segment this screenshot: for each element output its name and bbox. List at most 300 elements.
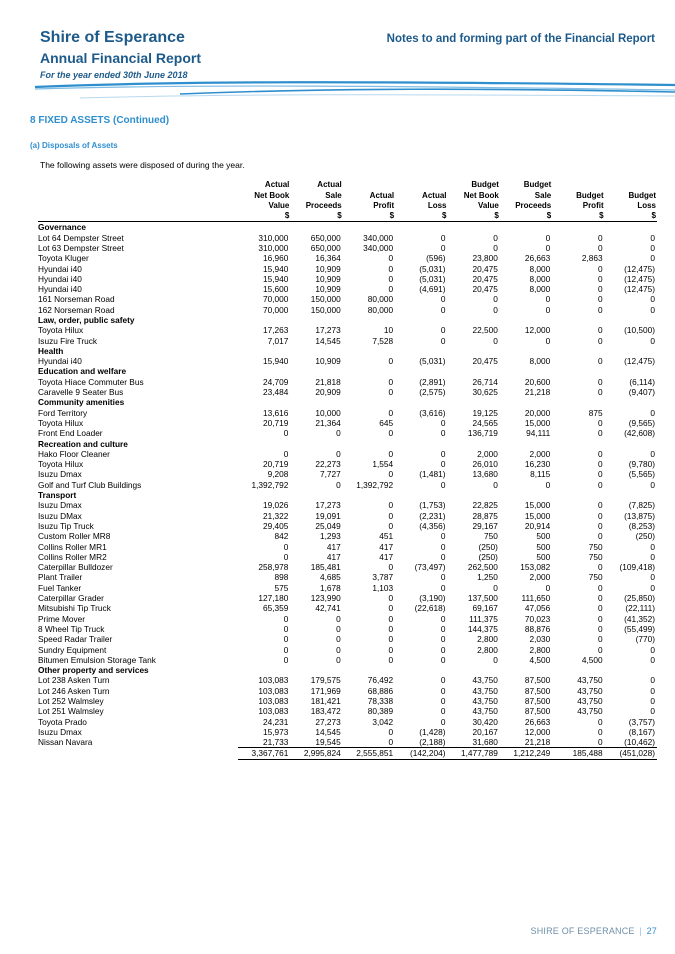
value-cell: 21,733 xyxy=(262,737,289,748)
value-cell: 2,000 xyxy=(529,572,551,583)
value-cell: (22,618) xyxy=(414,603,446,614)
value-cell: 150,000 xyxy=(310,304,341,315)
table-row xyxy=(38,335,657,345)
value-cell: 94,111 xyxy=(526,428,551,439)
value-cell: 0 xyxy=(545,232,551,243)
footer-separator: | xyxy=(639,926,642,936)
asset-name: Lot 63 Dempster Street xyxy=(38,242,124,253)
value-cell: 10 xyxy=(383,325,394,336)
table-row xyxy=(38,418,657,428)
column-header-cell xyxy=(38,201,238,211)
asset-name: Fuel Tanker xyxy=(38,582,82,593)
value-cell: 70,000 xyxy=(262,294,289,305)
value-cell: 0 xyxy=(336,428,341,439)
asset-name: 161 Norseman Road xyxy=(38,294,115,305)
value-cell: 21,218 xyxy=(524,387,551,398)
value-cell: 30,625 xyxy=(472,387,498,398)
value-cell: 0 xyxy=(440,613,446,624)
value-cell: 87,500 xyxy=(524,706,551,717)
asset-name: Prime Mover xyxy=(38,613,86,624)
asset-name: Hako Floor Cleaner xyxy=(38,448,110,459)
value-cell: 16,364 xyxy=(315,253,341,264)
value-cell: (8,253) xyxy=(628,520,655,531)
asset-name: Isuzu Fire Truck xyxy=(38,335,98,346)
value-cell: 22,500 xyxy=(472,325,498,336)
value-cell: 26,663 xyxy=(524,716,551,727)
value-cell: 2,995,824 xyxy=(290,748,342,759)
value-cell: 15,000 xyxy=(524,417,551,428)
value-cell: 0 xyxy=(388,500,394,511)
category-label: Governance xyxy=(38,222,86,233)
value-cell: 0 xyxy=(545,335,551,346)
value-cell: 0 xyxy=(493,479,498,490)
asset-name: Caterpillar Grader xyxy=(38,593,104,604)
value-cell: 500 xyxy=(536,531,551,542)
value-cell: 171,969 xyxy=(310,685,341,696)
value-cell: 0 xyxy=(598,273,603,284)
value-cell: (55,499) xyxy=(624,623,655,634)
value-cell: 26,010 xyxy=(472,459,498,470)
table-row xyxy=(38,655,657,665)
category-row xyxy=(38,222,657,233)
value-cell: 0 xyxy=(440,531,446,542)
value-cell: (109,418) xyxy=(619,562,655,573)
value-cell: 0 xyxy=(388,593,394,604)
asset-name: Toyota Prado xyxy=(38,716,87,727)
value-cell: 0 xyxy=(440,654,446,665)
value-cell: 111,650 xyxy=(521,593,551,604)
value-cell: 103,083 xyxy=(258,706,289,717)
value-cell: 87,500 xyxy=(524,675,551,686)
value-cell: 0 xyxy=(388,263,394,274)
value-cell: 42,741 xyxy=(315,603,341,614)
value-cell: 20,600 xyxy=(524,376,551,387)
value-cell: (10,462) xyxy=(624,737,655,748)
value-cell: 1,554 xyxy=(372,459,394,470)
table-row xyxy=(38,634,657,644)
value-cell: (13,875) xyxy=(624,510,655,521)
value-cell: 111,375 xyxy=(469,613,498,624)
value-cell: 15,000 xyxy=(524,500,551,511)
value-cell: 19,125 xyxy=(472,407,498,418)
value-cell: 0 xyxy=(388,284,394,295)
column-header-cell: $ xyxy=(500,211,552,222)
table-row xyxy=(38,727,657,737)
value-cell: (2,891) xyxy=(419,376,446,387)
value-cell: 310,000 xyxy=(258,242,289,253)
value-cell: 0 xyxy=(598,325,603,336)
value-cell: 137,500 xyxy=(467,593,498,604)
value-cell: 183,472 xyxy=(310,706,341,717)
value-cell: 7,727 xyxy=(319,469,341,480)
notes-title: Notes to and forming part of the Financial Report xyxy=(386,33,655,45)
value-cell: 0 xyxy=(493,242,498,253)
value-cell: 0 xyxy=(440,716,446,727)
value-cell: 451 xyxy=(379,531,394,542)
value-cell: 0 xyxy=(440,459,446,470)
value-cell: 1,392,792 xyxy=(251,479,289,490)
table-row xyxy=(38,500,657,510)
column-header-cell: Value xyxy=(268,200,290,210)
value-cell: 0 xyxy=(440,572,446,583)
value-cell: 0 xyxy=(440,634,446,645)
category-row xyxy=(38,438,657,448)
table-row xyxy=(38,562,657,572)
value-cell: 0 xyxy=(598,376,603,387)
value-cell: 0 xyxy=(336,644,341,655)
value-cell: 47,056 xyxy=(524,603,551,614)
value-cell: 0 xyxy=(598,284,603,295)
value-cell: (5,031) xyxy=(419,273,446,284)
table-row xyxy=(38,644,657,654)
footer-org: SHIRE OF ESPERANCE xyxy=(530,926,635,936)
value-cell: 1,293 xyxy=(319,531,341,542)
value-cell: 0 xyxy=(493,294,498,305)
value-cell: (9,407) xyxy=(628,387,655,398)
value-cell: 3,787 xyxy=(372,572,394,583)
value-cell: 4,685 xyxy=(319,572,341,583)
value-cell: 0 xyxy=(440,325,446,336)
value-cell: 0 xyxy=(650,572,655,583)
table-row xyxy=(38,428,657,438)
value-cell: 4,500 xyxy=(529,654,551,665)
value-cell: (10,500) xyxy=(624,325,655,336)
value-cell: 0 xyxy=(336,623,341,634)
value-cell: 28,875 xyxy=(472,510,498,521)
table-row xyxy=(38,459,657,469)
table-row xyxy=(38,449,657,459)
value-cell: 87,500 xyxy=(524,695,551,706)
column-header-cell xyxy=(343,180,395,190)
value-cell: 750 xyxy=(588,551,603,562)
value-cell: 17,263 xyxy=(262,325,289,336)
value-cell: 0 xyxy=(336,479,341,490)
table-body xyxy=(38,222,657,759)
value-cell: 0 xyxy=(388,469,394,480)
value-cell: 0 xyxy=(493,232,498,243)
value-cell: (4,356) xyxy=(419,520,446,531)
value-cell: (5,031) xyxy=(419,356,446,367)
value-cell: 7,017 xyxy=(267,335,289,346)
asset-name: Toyota Hilux xyxy=(38,459,84,470)
column-header-cell: $ xyxy=(448,211,500,222)
table-row xyxy=(38,686,657,696)
value-cell: 8,000 xyxy=(529,284,551,295)
value-cell: 0 xyxy=(283,613,289,624)
value-cell: 76,492 xyxy=(367,675,394,686)
value-cell: 0 xyxy=(388,387,394,398)
value-cell: 0 xyxy=(598,428,603,439)
value-cell: 417 xyxy=(379,551,394,562)
column-header-cell xyxy=(38,190,238,200)
column-header-cell: Proceeds xyxy=(515,200,552,210)
value-cell: 0 xyxy=(650,706,655,717)
value-cell: 0 xyxy=(650,407,655,418)
table-row xyxy=(38,243,657,253)
value-cell: 650,000 xyxy=(310,242,341,253)
value-cell: (1,428) xyxy=(419,726,446,737)
value-cell: 0 xyxy=(388,603,394,614)
value-cell: 575 xyxy=(274,582,289,593)
value-cell: 0 xyxy=(650,582,655,593)
column-header-cell: Net Book xyxy=(254,190,290,200)
value-cell: 21,218 xyxy=(524,737,551,748)
table-row xyxy=(38,737,657,748)
disposals-table xyxy=(38,180,657,760)
asset-name: Toyota Hiace Commuter Bus xyxy=(38,376,144,387)
value-cell: 29,167 xyxy=(472,520,498,531)
asset-name: Sundry Equipment xyxy=(38,644,107,655)
table-row xyxy=(38,624,657,634)
value-cell: 0 xyxy=(440,685,446,696)
table-row xyxy=(38,696,657,706)
value-cell: 20,909 xyxy=(315,387,341,398)
value-cell: 179,575 xyxy=(310,675,341,686)
value-cell: 0 xyxy=(598,479,603,490)
value-cell: 0 xyxy=(388,448,394,459)
value-cell: 2,030 xyxy=(529,634,551,645)
asset-name: Lot 251 Walmsley xyxy=(38,706,104,717)
value-cell: 417 xyxy=(326,551,341,562)
value-cell: 43,750 xyxy=(472,685,498,696)
table-row xyxy=(38,356,657,366)
total-row xyxy=(38,748,657,759)
table-row xyxy=(38,521,657,531)
value-cell: 0 xyxy=(650,479,655,490)
value-cell: 0 xyxy=(545,582,551,593)
value-cell: 43,750 xyxy=(472,675,498,686)
column-header-cell xyxy=(605,180,657,190)
asset-name: 8 Wheel Tip Truck xyxy=(38,623,105,634)
value-cell: 2,555,851 xyxy=(343,748,395,759)
value-cell: 25,049 xyxy=(315,520,341,531)
value-cell: (8,167) xyxy=(628,726,655,737)
value-cell: 0 xyxy=(598,726,603,737)
value-cell: 20,475 xyxy=(472,263,498,274)
value-cell: 0 xyxy=(440,582,446,593)
value-cell: 2,000 xyxy=(529,448,551,459)
value-cell: 0 xyxy=(545,479,551,490)
table-row xyxy=(38,511,657,521)
value-cell: 0 xyxy=(650,654,655,665)
category-label: Law, order, public safety xyxy=(38,315,135,325)
value-cell: 0 xyxy=(598,448,603,459)
value-cell: 65,359 xyxy=(262,603,289,614)
value-cell: 0 xyxy=(493,335,498,346)
organisation-name: Shire of Esperance xyxy=(40,29,185,46)
value-cell: 153,082 xyxy=(520,562,551,573)
category-label: Community amenities xyxy=(38,397,125,408)
table-row xyxy=(38,552,657,562)
category-label: Education and welfare xyxy=(38,366,127,377)
value-cell: 0 xyxy=(388,273,394,284)
value-cell: (4,691) xyxy=(419,284,446,295)
value-cell: 0 xyxy=(388,520,394,531)
asset-name: Collins Roller MR2 xyxy=(38,551,107,562)
asset-name: Toyota Kluger xyxy=(38,253,89,264)
value-cell: 2,800 xyxy=(477,634,498,645)
value-cell: 0 xyxy=(336,634,341,645)
value-cell: 0 xyxy=(388,428,394,439)
column-header-cell: $ xyxy=(552,211,604,222)
value-cell: 0 xyxy=(598,335,603,346)
column-header-cell xyxy=(552,180,604,190)
value-cell: 0 xyxy=(388,737,394,748)
table-row xyxy=(38,325,657,335)
value-cell: 3,367,761 xyxy=(238,748,290,759)
value-cell: 15,000 xyxy=(524,510,551,521)
value-cell: (2,231) xyxy=(419,510,446,521)
value-cell: 0 xyxy=(598,737,603,748)
category-row xyxy=(38,366,657,376)
table-row xyxy=(38,583,657,593)
value-cell: 0 xyxy=(598,531,603,542)
value-cell: 0 xyxy=(388,654,394,665)
asset-name: Caravelle 9 Seater Bus xyxy=(38,387,124,398)
value-cell: 10,909 xyxy=(315,356,341,367)
value-cell: 0 xyxy=(388,644,394,655)
value-cell: 15,940 xyxy=(262,356,289,367)
value-cell: 340,000 xyxy=(363,232,394,243)
value-cell: 181,421 xyxy=(310,695,341,706)
table-row xyxy=(38,408,657,418)
value-cell: 17,273 xyxy=(315,500,341,511)
table-row xyxy=(38,294,657,304)
value-cell: 0 xyxy=(440,675,446,686)
value-cell: 0 xyxy=(650,242,655,253)
value-cell: 43,750 xyxy=(577,706,603,717)
value-cell: 0 xyxy=(598,613,603,624)
value-cell: 70,000 xyxy=(262,304,289,315)
value-cell: 0 xyxy=(598,304,603,315)
table-row xyxy=(38,377,657,387)
value-cell: 875 xyxy=(588,407,603,418)
asset-name: Front End Loader xyxy=(38,428,103,439)
column-header-cell: Profit xyxy=(373,200,395,210)
value-cell: 13,680 xyxy=(472,469,498,480)
value-cell: (73,497) xyxy=(414,562,446,573)
value-cell: 0 xyxy=(545,242,551,253)
value-cell: 0 xyxy=(598,232,603,243)
column-header-cell xyxy=(38,180,238,190)
value-cell: (142,204) xyxy=(395,748,447,759)
value-cell: (12,475) xyxy=(624,273,655,284)
value-cell: 1,212,249 xyxy=(500,748,552,759)
column-header-cell: Sale xyxy=(534,190,552,200)
category-label: Health xyxy=(38,345,64,356)
asset-name: Hyundai i40 xyxy=(38,284,82,295)
value-cell: 0 xyxy=(598,603,603,614)
value-cell: 68,886 xyxy=(367,685,394,696)
table-row xyxy=(38,305,657,315)
value-cell: 43,750 xyxy=(577,675,603,686)
value-cell: 23,484 xyxy=(262,387,289,398)
value-cell: 0 xyxy=(440,623,446,634)
value-cell: 0 xyxy=(598,500,603,511)
column-header-cell: Actual xyxy=(317,180,342,190)
value-cell: 21,818 xyxy=(315,376,341,387)
value-cell: 87,500 xyxy=(524,685,551,696)
value-cell: 185,488 xyxy=(552,748,604,759)
value-cell: 80,000 xyxy=(367,294,394,305)
category-row xyxy=(38,665,657,675)
value-cell: 0 xyxy=(440,551,446,562)
value-cell: 15,600 xyxy=(262,284,289,295)
value-cell: (9,565) xyxy=(628,417,655,428)
value-cell: 15,940 xyxy=(262,263,289,274)
value-cell: (770) xyxy=(635,634,655,645)
value-cell: 10,909 xyxy=(315,263,341,274)
value-cell: (3,757) xyxy=(628,716,655,727)
value-cell: (3,616) xyxy=(419,407,446,418)
asset-name: Ford Territory xyxy=(38,407,88,418)
column-header-cell: $ xyxy=(395,211,447,222)
asset-name: Isuzu Tip Truck xyxy=(38,520,94,531)
table-row xyxy=(38,603,657,613)
value-cell: 20,719 xyxy=(262,417,289,428)
header-row-unit xyxy=(38,211,657,222)
value-cell: 0 xyxy=(283,541,289,552)
header-wave-divider xyxy=(0,78,675,102)
value-cell: (7,825) xyxy=(628,500,655,511)
intro-text: The following assets were disposed of during the year. xyxy=(40,160,245,170)
value-cell: (12,475) xyxy=(624,356,655,367)
value-cell: 750 xyxy=(588,541,603,552)
value-cell: 0 xyxy=(283,428,289,439)
value-cell: 24,565 xyxy=(472,417,498,428)
value-cell: (25,850) xyxy=(624,593,655,604)
value-cell: 310,000 xyxy=(258,232,289,243)
value-cell: 500 xyxy=(536,541,551,552)
value-cell: 30,420 xyxy=(472,716,498,727)
asset-name: Speed Radar Trailer xyxy=(38,634,113,645)
table-row xyxy=(38,572,657,582)
asset-name: Custom Roller MR8 xyxy=(38,531,111,542)
table-row xyxy=(38,263,657,273)
value-cell: 0 xyxy=(440,695,446,706)
value-cell: 4,500 xyxy=(581,654,603,665)
value-cell: 20,475 xyxy=(472,356,498,367)
column-header-cell: Budget xyxy=(471,180,499,190)
value-cell: 0 xyxy=(650,644,655,655)
subsection-title: (a) Disposals of Assets xyxy=(30,141,118,150)
value-cell: 78,338 xyxy=(367,695,394,706)
column-header-cell: Loss xyxy=(637,200,656,210)
value-cell: (41,352) xyxy=(624,613,655,624)
value-cell: 2,800 xyxy=(477,644,498,655)
value-cell: 0 xyxy=(440,541,446,552)
value-cell: 0 xyxy=(650,541,655,552)
column-header-cell: $ xyxy=(290,211,342,222)
value-cell: (3,190) xyxy=(419,593,446,604)
value-cell: (42,608) xyxy=(624,428,655,439)
value-cell: 0 xyxy=(650,335,655,346)
value-cell: 20,475 xyxy=(472,284,498,295)
asset-name: Caterpillar Bulldozer xyxy=(38,562,113,573)
value-cell: 8,000 xyxy=(529,273,551,284)
asset-name: Golf and Turf Club Buildings xyxy=(38,479,142,490)
value-cell: 898 xyxy=(274,572,289,583)
column-header-cell: Budget xyxy=(523,180,552,190)
value-cell: 0 xyxy=(283,448,289,459)
value-cell: 0 xyxy=(598,716,603,727)
value-cell: (9,780) xyxy=(628,459,655,470)
value-cell: 842 xyxy=(274,531,289,542)
asset-name: Bitumen Emulsion Storage Tank xyxy=(38,654,156,665)
report-header xyxy=(40,28,201,80)
value-cell: (2,188) xyxy=(419,737,446,748)
value-cell: (451,028) xyxy=(605,748,657,759)
